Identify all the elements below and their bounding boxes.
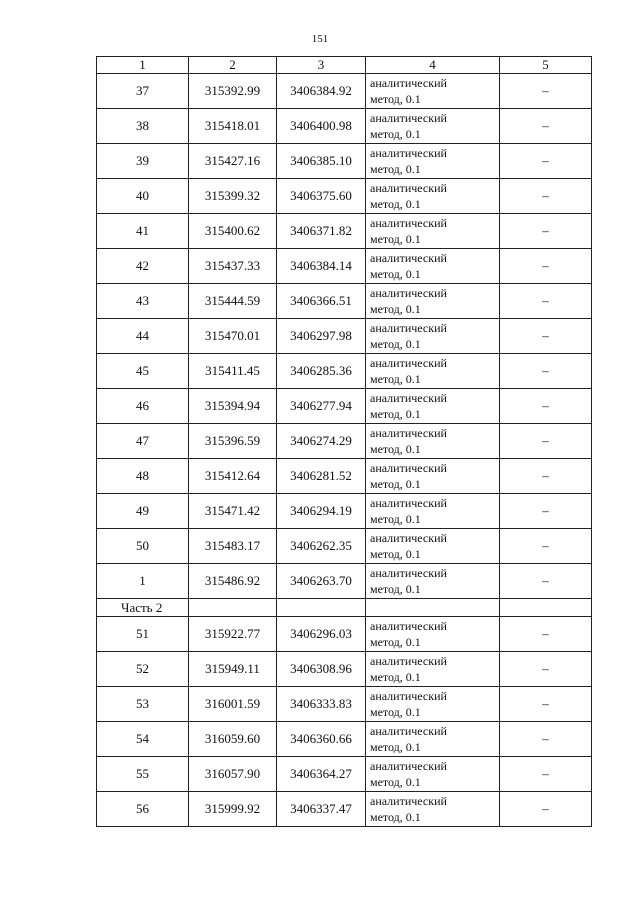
y-coordinate-cell: 3406263.70 bbox=[277, 564, 366, 599]
method-line-1: аналитический bbox=[370, 461, 447, 475]
point-number-cell: 42 bbox=[97, 249, 189, 284]
method-cell bbox=[366, 652, 500, 687]
y-coordinate-cell: 3406364.27 bbox=[277, 757, 366, 792]
method-cell bbox=[366, 564, 500, 599]
empty-cell bbox=[277, 599, 366, 617]
table-row bbox=[97, 214, 592, 249]
table-row bbox=[97, 617, 592, 652]
point-number-cell: 41 bbox=[97, 214, 189, 249]
method-cell bbox=[366, 144, 500, 179]
table-row bbox=[97, 354, 592, 389]
method-line-2: метод, 0.1 bbox=[370, 740, 421, 754]
x-coordinate-cell: 315437.33 bbox=[189, 249, 277, 284]
dash-cell: – bbox=[500, 319, 592, 354]
point-number-cell: 44 bbox=[97, 319, 189, 354]
method-line-1: аналитический bbox=[370, 76, 447, 90]
method-cell bbox=[366, 179, 500, 214]
dash-cell: – bbox=[500, 179, 592, 214]
table-row bbox=[97, 179, 592, 214]
method-line-2: метод, 0.1 bbox=[370, 442, 421, 456]
point-number-cell: 53 bbox=[97, 687, 189, 722]
point-number-cell: 47 bbox=[97, 424, 189, 459]
method-line-1: аналитический bbox=[370, 426, 447, 440]
table-row bbox=[97, 74, 592, 109]
method-line-2: метод, 0.1 bbox=[370, 670, 421, 684]
dash-cell: – bbox=[500, 792, 592, 827]
y-coordinate-cell: 3406296.03 bbox=[277, 617, 366, 652]
x-coordinate-cell: 316001.59 bbox=[189, 687, 277, 722]
method-cell bbox=[366, 529, 500, 564]
dash-cell: – bbox=[500, 74, 592, 109]
y-coordinate-cell: 3406384.92 bbox=[277, 74, 366, 109]
method-line-2: метод, 0.1 bbox=[370, 127, 421, 141]
method-cell bbox=[366, 389, 500, 424]
method-line-2: метод, 0.1 bbox=[370, 635, 421, 649]
table-row bbox=[97, 564, 592, 599]
x-coordinate-cell: 315418.01 bbox=[189, 109, 277, 144]
y-coordinate-cell: 3406400.98 bbox=[277, 109, 366, 144]
table-row bbox=[97, 494, 592, 529]
method-line-1: аналитический bbox=[370, 531, 447, 545]
y-coordinate-cell: 3406360.66 bbox=[277, 722, 366, 757]
page-number: 151 bbox=[311, 33, 329, 45]
table-row bbox=[97, 424, 592, 459]
x-coordinate-cell: 315444.59 bbox=[189, 284, 277, 319]
method-line-2: метод, 0.1 bbox=[370, 547, 421, 561]
y-coordinate-cell: 3406281.52 bbox=[277, 459, 366, 494]
point-number-cell: 48 bbox=[97, 459, 189, 494]
table-row bbox=[97, 792, 592, 827]
point-number-cell: 46 bbox=[97, 389, 189, 424]
method-line-1: аналитический bbox=[370, 111, 447, 125]
part-label: Часть 2 bbox=[97, 599, 189, 617]
y-coordinate-cell: 3406375.60 bbox=[277, 179, 366, 214]
empty-cell bbox=[366, 599, 500, 617]
dash-cell: – bbox=[500, 687, 592, 722]
point-number-cell: 51 bbox=[97, 617, 189, 652]
dash-cell: – bbox=[500, 249, 592, 284]
table-header-row bbox=[97, 57, 592, 74]
method-line-2: метод, 0.1 bbox=[370, 477, 421, 491]
table-row bbox=[97, 687, 592, 722]
method-cell bbox=[366, 249, 500, 284]
method-cell bbox=[366, 459, 500, 494]
y-coordinate-cell: 3406366.51 bbox=[277, 284, 366, 319]
point-number-cell: 1 bbox=[97, 564, 189, 599]
method-cell bbox=[366, 74, 500, 109]
point-number-cell: 39 bbox=[97, 144, 189, 179]
part-row bbox=[97, 599, 592, 617]
x-coordinate-cell: 315412.64 bbox=[189, 459, 277, 494]
table-row bbox=[97, 757, 592, 792]
header-cell: 2 bbox=[189, 57, 277, 74]
dash-cell: – bbox=[500, 459, 592, 494]
point-number-cell: 40 bbox=[97, 179, 189, 214]
method-line-2: метод, 0.1 bbox=[370, 705, 421, 719]
method-line-2: метод, 0.1 bbox=[370, 337, 421, 351]
method-line-1: аналитический bbox=[370, 566, 447, 580]
x-coordinate-cell: 315471.42 bbox=[189, 494, 277, 529]
method-cell bbox=[366, 792, 500, 827]
point-number-cell: 55 bbox=[97, 757, 189, 792]
method-cell bbox=[366, 424, 500, 459]
dash-cell: – bbox=[500, 564, 592, 599]
dash-cell: – bbox=[500, 284, 592, 319]
dash-cell: – bbox=[500, 494, 592, 529]
y-coordinate-cell: 3406371.82 bbox=[277, 214, 366, 249]
x-coordinate-cell: 315392.99 bbox=[189, 74, 277, 109]
point-number-cell: 56 bbox=[97, 792, 189, 827]
x-coordinate-cell: 315394.94 bbox=[189, 389, 277, 424]
point-number-cell: 38 bbox=[97, 109, 189, 144]
method-line-1: аналитический bbox=[370, 321, 447, 335]
method-line-1: аналитический bbox=[370, 689, 447, 703]
y-coordinate-cell: 3406385.10 bbox=[277, 144, 366, 179]
dash-cell: – bbox=[500, 617, 592, 652]
y-coordinate-cell: 3406297.98 bbox=[277, 319, 366, 354]
method-line-1: аналитический bbox=[370, 286, 447, 300]
x-coordinate-cell: 315922.77 bbox=[189, 617, 277, 652]
y-coordinate-cell: 3406277.94 bbox=[277, 389, 366, 424]
dash-cell: – bbox=[500, 529, 592, 564]
method-cell bbox=[366, 722, 500, 757]
x-coordinate-cell: 315411.45 bbox=[189, 354, 277, 389]
empty-cell bbox=[189, 599, 277, 617]
point-number-cell: 49 bbox=[97, 494, 189, 529]
method-line-2: метод, 0.1 bbox=[370, 582, 421, 596]
empty-cell bbox=[500, 599, 592, 617]
dash-cell: – bbox=[500, 214, 592, 249]
method-cell bbox=[366, 494, 500, 529]
header-cell: 3 bbox=[277, 57, 366, 74]
method-line-1: аналитический bbox=[370, 181, 447, 195]
method-line-1: аналитический bbox=[370, 216, 447, 230]
x-coordinate-cell: 315483.17 bbox=[189, 529, 277, 564]
point-number-cell: 45 bbox=[97, 354, 189, 389]
dash-cell: – bbox=[500, 722, 592, 757]
x-coordinate-cell: 315427.16 bbox=[189, 144, 277, 179]
method-line-1: аналитический bbox=[370, 391, 447, 405]
method-cell bbox=[366, 757, 500, 792]
method-line-2: метод, 0.1 bbox=[370, 372, 421, 386]
table-row bbox=[97, 319, 592, 354]
method-line-2: метод, 0.1 bbox=[370, 232, 421, 246]
method-cell bbox=[366, 109, 500, 144]
dash-cell: – bbox=[500, 109, 592, 144]
x-coordinate-cell: 315399.32 bbox=[189, 179, 277, 214]
method-cell bbox=[366, 284, 500, 319]
x-coordinate-cell: 315396.59 bbox=[189, 424, 277, 459]
method-line-1: аналитический bbox=[370, 654, 447, 668]
table-row bbox=[97, 652, 592, 687]
method-line-2: метод, 0.1 bbox=[370, 775, 421, 789]
table-row bbox=[97, 722, 592, 757]
x-coordinate-cell: 315400.62 bbox=[189, 214, 277, 249]
method-line-2: метод, 0.1 bbox=[370, 407, 421, 421]
y-coordinate-cell: 3406308.96 bbox=[277, 652, 366, 687]
method-line-2: метод, 0.1 bbox=[370, 267, 421, 281]
y-coordinate-cell: 3406285.36 bbox=[277, 354, 366, 389]
y-coordinate-cell: 3406384.14 bbox=[277, 249, 366, 284]
dash-cell: – bbox=[500, 354, 592, 389]
point-number-cell: 37 bbox=[97, 74, 189, 109]
method-line-1: аналитический bbox=[370, 619, 447, 633]
y-coordinate-cell: 3406294.19 bbox=[277, 494, 366, 529]
dash-cell: – bbox=[500, 389, 592, 424]
method-line-1: аналитический bbox=[370, 146, 447, 160]
point-number-cell: 54 bbox=[97, 722, 189, 757]
table-row bbox=[97, 284, 592, 319]
table-row bbox=[97, 144, 592, 179]
method-line-1: аналитический bbox=[370, 794, 447, 808]
x-coordinate-cell: 315470.01 bbox=[189, 319, 277, 354]
header-cell: 1 bbox=[97, 57, 189, 74]
coordinates-table bbox=[96, 56, 592, 827]
point-number-cell: 50 bbox=[97, 529, 189, 564]
header-cell: 4 bbox=[366, 57, 500, 74]
y-coordinate-cell: 3406274.29 bbox=[277, 424, 366, 459]
table-row bbox=[97, 389, 592, 424]
y-coordinate-cell: 3406337.47 bbox=[277, 792, 366, 827]
method-cell bbox=[366, 617, 500, 652]
table-row bbox=[97, 459, 592, 494]
y-coordinate-cell: 3406333.83 bbox=[277, 687, 366, 722]
method-line-2: метод, 0.1 bbox=[370, 162, 421, 176]
dash-cell: – bbox=[500, 757, 592, 792]
point-number-cell: 52 bbox=[97, 652, 189, 687]
dash-cell: – bbox=[500, 652, 592, 687]
method-cell bbox=[366, 214, 500, 249]
method-line-1: аналитический bbox=[370, 356, 447, 370]
x-coordinate-cell: 315999.92 bbox=[189, 792, 277, 827]
table-row bbox=[97, 109, 592, 144]
x-coordinate-cell: 315486.92 bbox=[189, 564, 277, 599]
x-coordinate-cell: 315949.11 bbox=[189, 652, 277, 687]
method-cell bbox=[366, 687, 500, 722]
method-cell bbox=[366, 319, 500, 354]
method-line-2: метод, 0.1 bbox=[370, 810, 421, 824]
dash-cell: – bbox=[500, 144, 592, 179]
method-line-1: аналитический bbox=[370, 759, 447, 773]
method-line-2: метод, 0.1 bbox=[370, 92, 421, 106]
method-line-1: аналитический bbox=[370, 251, 447, 265]
method-line-2: метод, 0.1 bbox=[370, 302, 421, 316]
y-coordinate-cell: 3406262.35 bbox=[277, 529, 366, 564]
point-number-cell: 43 bbox=[97, 284, 189, 319]
table-row bbox=[97, 249, 592, 284]
method-line-1: аналитический bbox=[370, 724, 447, 738]
dash-cell: – bbox=[500, 424, 592, 459]
method-line-1: аналитический bbox=[370, 496, 447, 510]
method-cell bbox=[366, 354, 500, 389]
method-line-2: метод, 0.1 bbox=[370, 512, 421, 526]
header-cell: 5 bbox=[500, 57, 592, 74]
method-line-2: метод, 0.1 bbox=[370, 197, 421, 211]
x-coordinate-cell: 316059.60 bbox=[189, 722, 277, 757]
x-coordinate-cell: 316057.90 bbox=[189, 757, 277, 792]
table-row bbox=[97, 529, 592, 564]
